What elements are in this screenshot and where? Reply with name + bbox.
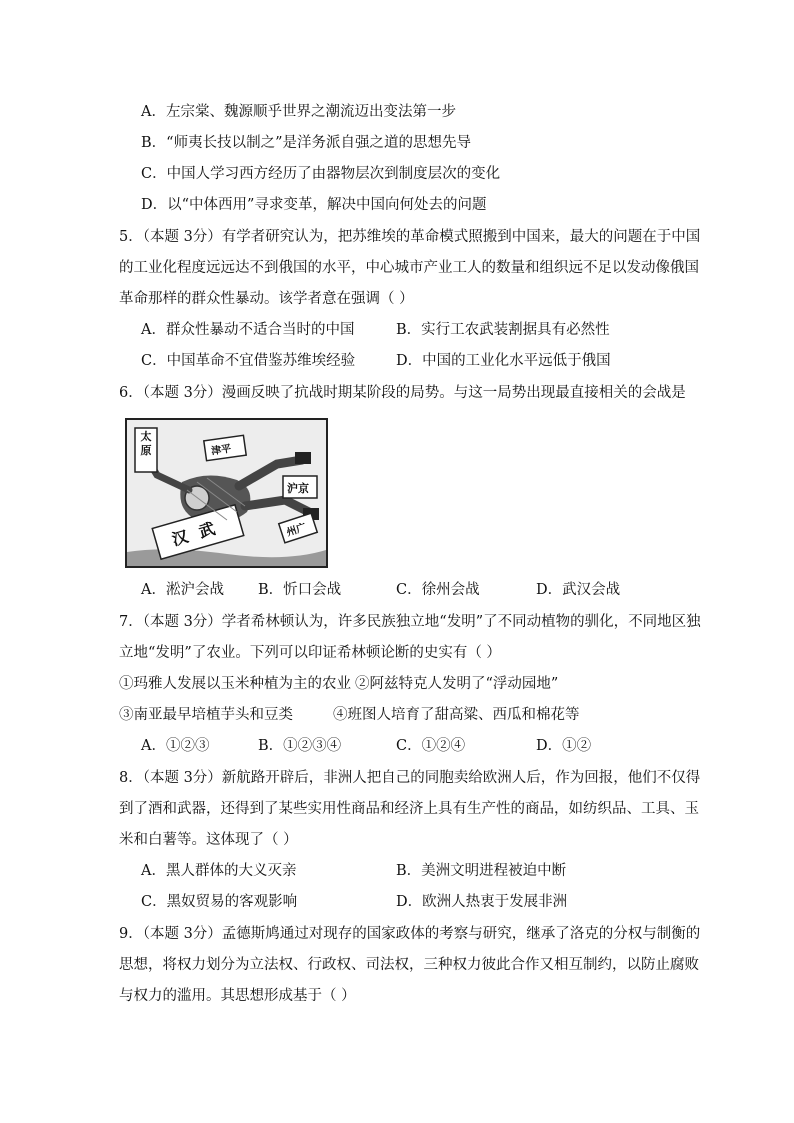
q6-option-a: A．淞沪会战 <box>141 582 224 598</box>
q4-option-d: D．以“中体西用”寻求变革，解决中国向何处去的问题 <box>141 197 487 213</box>
q7-item-4: ④班图人培育了甜高粱、西瓜和棉花等 <box>333 707 580 723</box>
q9-stem-line-3: 与权力的滥用。其思想形成基于（ ） <box>119 988 356 1004</box>
q6-option-c: C．徐州会战 <box>396 582 480 598</box>
q5-stem-line-1: 5．（本题 3分）有学者研究认为，把苏维埃的革命模式照搬到中国来，最大的问题在于中国 <box>119 229 701 245</box>
q8-option-d: D．欧洲人热衷于发展非洲 <box>396 894 568 910</box>
q7-item-1: ①玛雅人发展以玉米种植为主的农业 <box>119 676 351 692</box>
q5-stem-line-3: 革命那样的群众性暴动。该学者意在强调（ ） <box>119 291 414 307</box>
cartoon-label-zhouguang: 州广 <box>285 522 308 539</box>
q8-stem-line-1: 8．（本题 3分）新航路开辟后，非洲人把自己的同胞卖给欧洲人后，作为回报，他们不仅得 <box>119 770 701 786</box>
q7-option-c: C．①②④ <box>396 738 466 754</box>
q9-stem-line-1: 9．（本题 3分）孟德斯鸠通过对现存的国家政体的考察与研究，继承了洛克的分权与制衡的 <box>119 926 701 942</box>
q6-stem: 6．（本题 3分）漫画反映了抗战时期某阶段的局势。与这一局势出现最直接相关的会战是 <box>119 385 686 401</box>
q7-option-b: B．①②③④ <box>258 738 342 754</box>
cartoon-label-taiyuan: 太原 <box>140 430 152 457</box>
q7-stem-line-1: 7．（本题 3分）学者希林顿认为，许多民族独立地“发明”了不同动植物的驯化，不同地区独 <box>119 614 701 630</box>
q7-option-d: D．①② <box>536 738 592 754</box>
cartoon-label-hanwu: 汉武 <box>169 515 229 550</box>
cartoon-label-jinping: 津平 <box>210 443 232 458</box>
q8-option-a: A．黑人群体的大义灭亲 <box>141 863 297 879</box>
q4-option-c: C．中国人学习西方经历了由器物层次到制度层次的变化 <box>141 166 501 182</box>
q8-option-c: C．黑奴贸易的客观影响 <box>141 894 298 910</box>
q5-stem-line-2: 的工业化程度远远达不到俄国的水平，中心城市产业工人的数量和组织远不足以发动像俄国 <box>119 260 699 276</box>
q5-option-c: C．中国革命不宜借鉴苏维埃经验 <box>141 353 356 369</box>
war-cartoon-image <box>125 418 328 568</box>
q5-option-b: B．实行工农武装割据具有必然性 <box>396 322 610 338</box>
cartoon-label-hujing: 沪京 <box>287 482 309 495</box>
q9-stem-line-2: 思想，将权力划分为立法权、行政权、司法权，三种权力彼此合作又相互制约，以防止腐败 <box>119 957 699 973</box>
q8-stem-line-2: 到了酒和武器，还得到了某些实用性商品和经济上具有生产性的商品，如纺织品、工具、玉 <box>119 801 699 817</box>
q6-option-d: D．武汉会战 <box>536 582 621 598</box>
q5-option-a: A．群众性暴动不适合当时的中国 <box>141 322 355 338</box>
q5-option-d: D．中国的工业化水平远低于俄国 <box>396 353 611 369</box>
q4-option-b: B．“师夷长技以制之”是洋务派自强之道的思想先导 <box>141 135 471 151</box>
q8-stem-line-3: 米和白薯等。这体现了（ ） <box>119 832 298 848</box>
q4-option-a: A．左宗棠、魏源顺乎世界之潮流迈出变法第一步 <box>141 104 456 120</box>
q7-item-2: ②阿兹特克人发明了“浮动园地” <box>355 676 559 692</box>
q6-option-b: B．忻口会战 <box>258 582 342 598</box>
q8-option-b: B．美洲文明进程被迫中断 <box>396 863 567 879</box>
q7-stem-line-2: 立地“发明”了农业。下列可以印证希林顿论断的史实有（ ） <box>119 645 501 661</box>
q7-option-a: A．①②③ <box>141 738 210 754</box>
q7-item-3: ③南亚最早培植芋头和豆类 <box>119 707 293 723</box>
